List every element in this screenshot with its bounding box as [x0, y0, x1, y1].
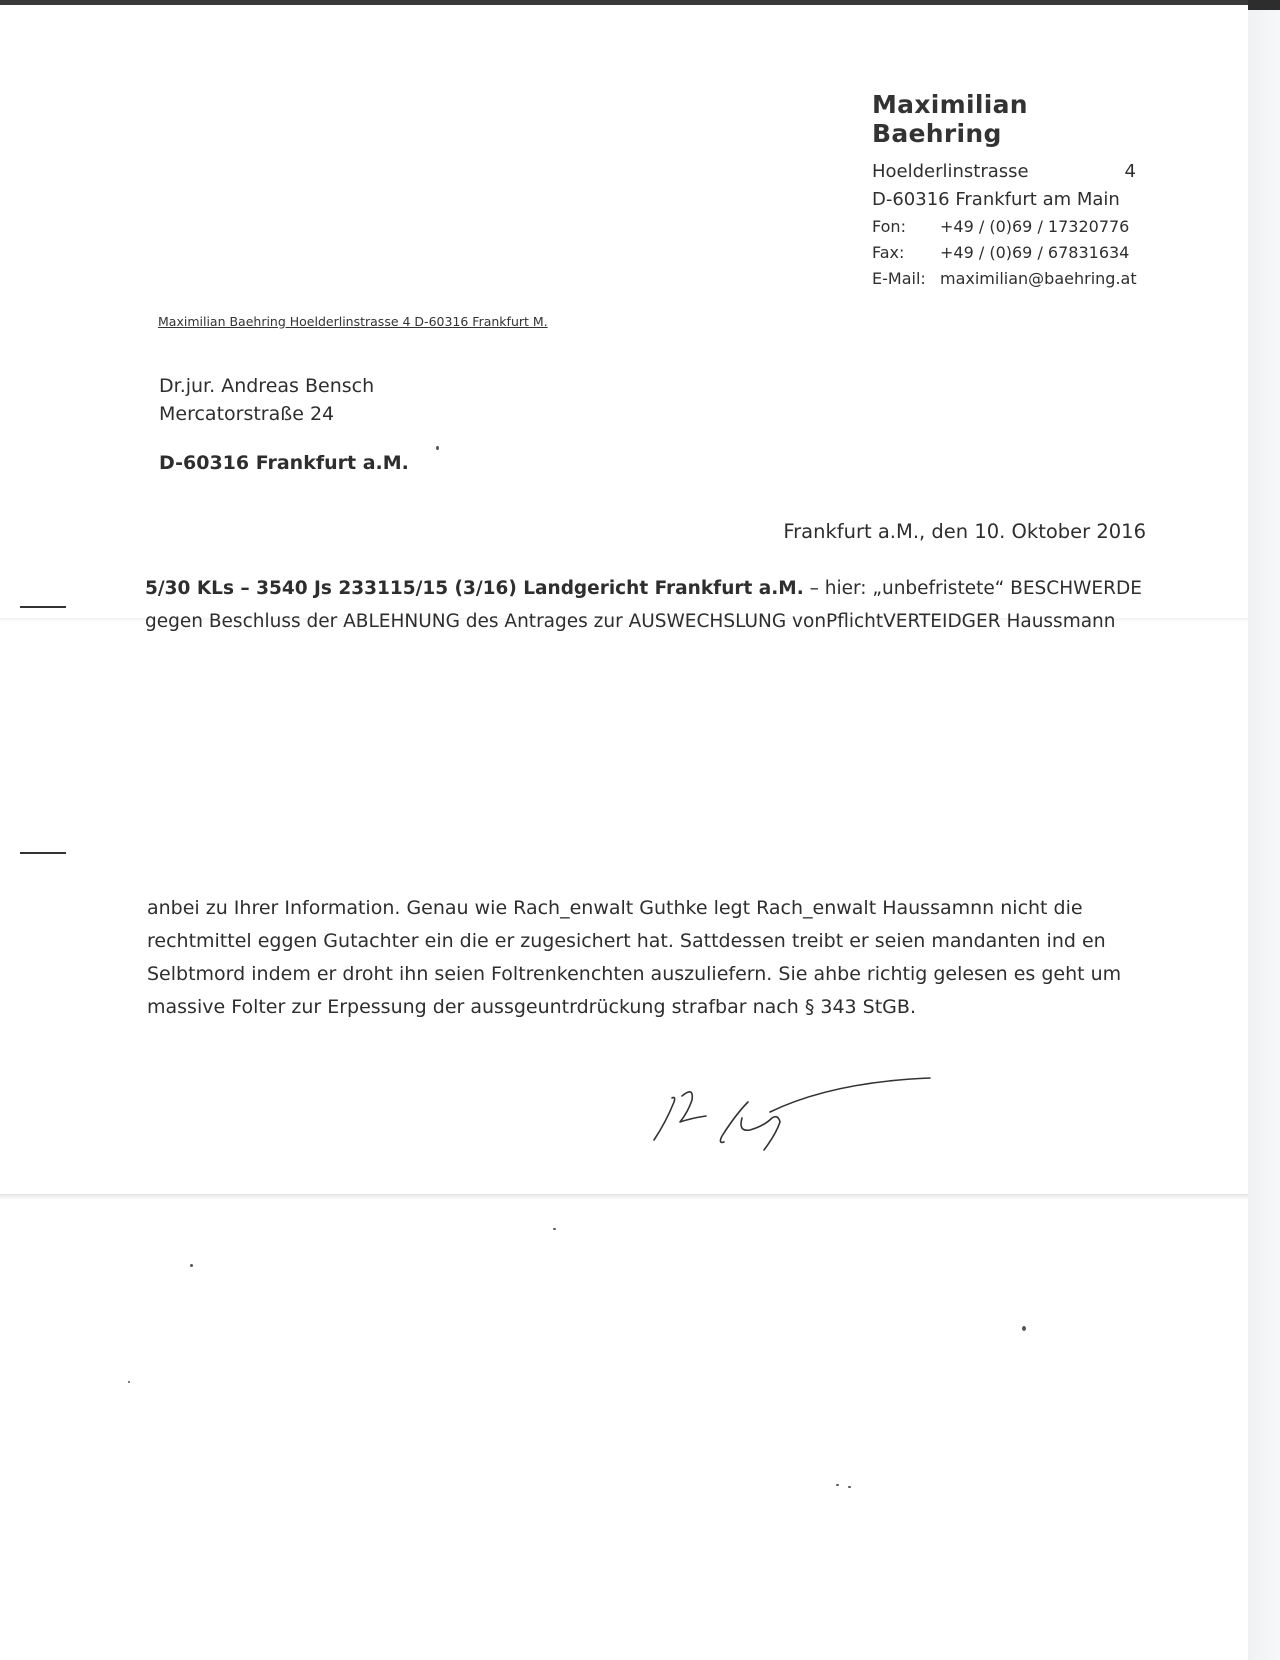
body-line: Selbtmord indem er droht ihn seien Foltrenkenchten auszuliefern. Sie ahbe richtig gelesen es geht um	[147, 963, 1122, 985]
sender-email-line	[872, 266, 1142, 292]
body-line: massive Folter zur Erpessung der aussgeuntrdrückung strafbar nach § 343 StGB.	[147, 996, 916, 1018]
scan-speck	[836, 1484, 839, 1486]
body-line: rechtmittel eggen Gutachter ein die er zugesichert hat. Sattdessen treibt er seien mandanten ind en	[147, 930, 1106, 952]
scan-edge	[1248, 0, 1280, 1660]
phone-label: Fon:	[872, 217, 906, 236]
sender-city: D-60316 Frankfurt am Main	[872, 189, 1120, 210]
fax-number: +49 / (0)69 / 67831634	[940, 243, 1130, 262]
sender-fax-line	[872, 240, 1142, 266]
sender-street-line	[872, 158, 1142, 186]
email-label: E-Mail:	[872, 269, 926, 288]
return-address-line: Maximilian Baehring Hoelderlinstrasse 4 D-60316 Frankfurt M.	[158, 314, 548, 329]
recipient-street: Mercatorstraße 24	[159, 403, 335, 425]
scan-speck	[848, 1486, 851, 1488]
sender-letterhead	[872, 90, 1142, 292]
date-line: Frankfurt a.M., den 10. Oktober 2016	[783, 520, 1146, 543]
phone-number: +49 / (0)69 / 17320776	[940, 217, 1130, 236]
recipient-name: Dr.jur. Andreas Bensch	[159, 375, 375, 397]
scan-top-edge-corner	[1248, 0, 1280, 10]
body-line: anbei zu Ihrer Information. Genau wie Rach_enwalt Guthke legt Rach_enwalt Haussamnn nicht die	[147, 897, 1083, 919]
fold-mark-lower	[20, 852, 66, 854]
subject-line-2: gegen Beschluss der ABLEHNUNG des Antrages zur AUSWECHSLUNG vonPflichtVERTEIDGER Haussmann	[145, 611, 1116, 632]
recipient-city: D-60316 Frankfurt a.M.	[159, 452, 409, 474]
handwritten-signature	[652, 1072, 942, 1172]
fax-label: Fax:	[872, 243, 905, 262]
subject-line-1	[145, 572, 1145, 605]
sender-phone-line	[872, 214, 1142, 240]
scan-speck	[190, 1264, 193, 1267]
scan-speck	[553, 1228, 556, 1230]
sender-street-number: 4	[1124, 161, 1136, 182]
fold-mark-upper	[20, 606, 66, 608]
sender-street: Hoelderlinstrasse	[872, 161, 1029, 182]
sender-name: Maximilian Baehring	[872, 90, 1028, 148]
recipient-block	[159, 372, 374, 428]
scan-speck	[128, 1381, 130, 1383]
scan-speck	[436, 446, 439, 450]
paper-fold-lower	[0, 1194, 1248, 1200]
subject-title: – hier: „unbefristete“ BESCHWERDE	[803, 578, 1142, 599]
letter-body	[147, 892, 1127, 1024]
email-address: maximilian@baehring.at	[940, 269, 1137, 288]
case-reference: 5/30 KLs – 3540 Js 233115/15 (3/16) Landgericht Frankfurt a.M.	[145, 578, 804, 599]
scan-top-edge	[0, 0, 1248, 5]
subject-line	[145, 572, 1145, 638]
scan-speck	[1022, 1326, 1026, 1331]
